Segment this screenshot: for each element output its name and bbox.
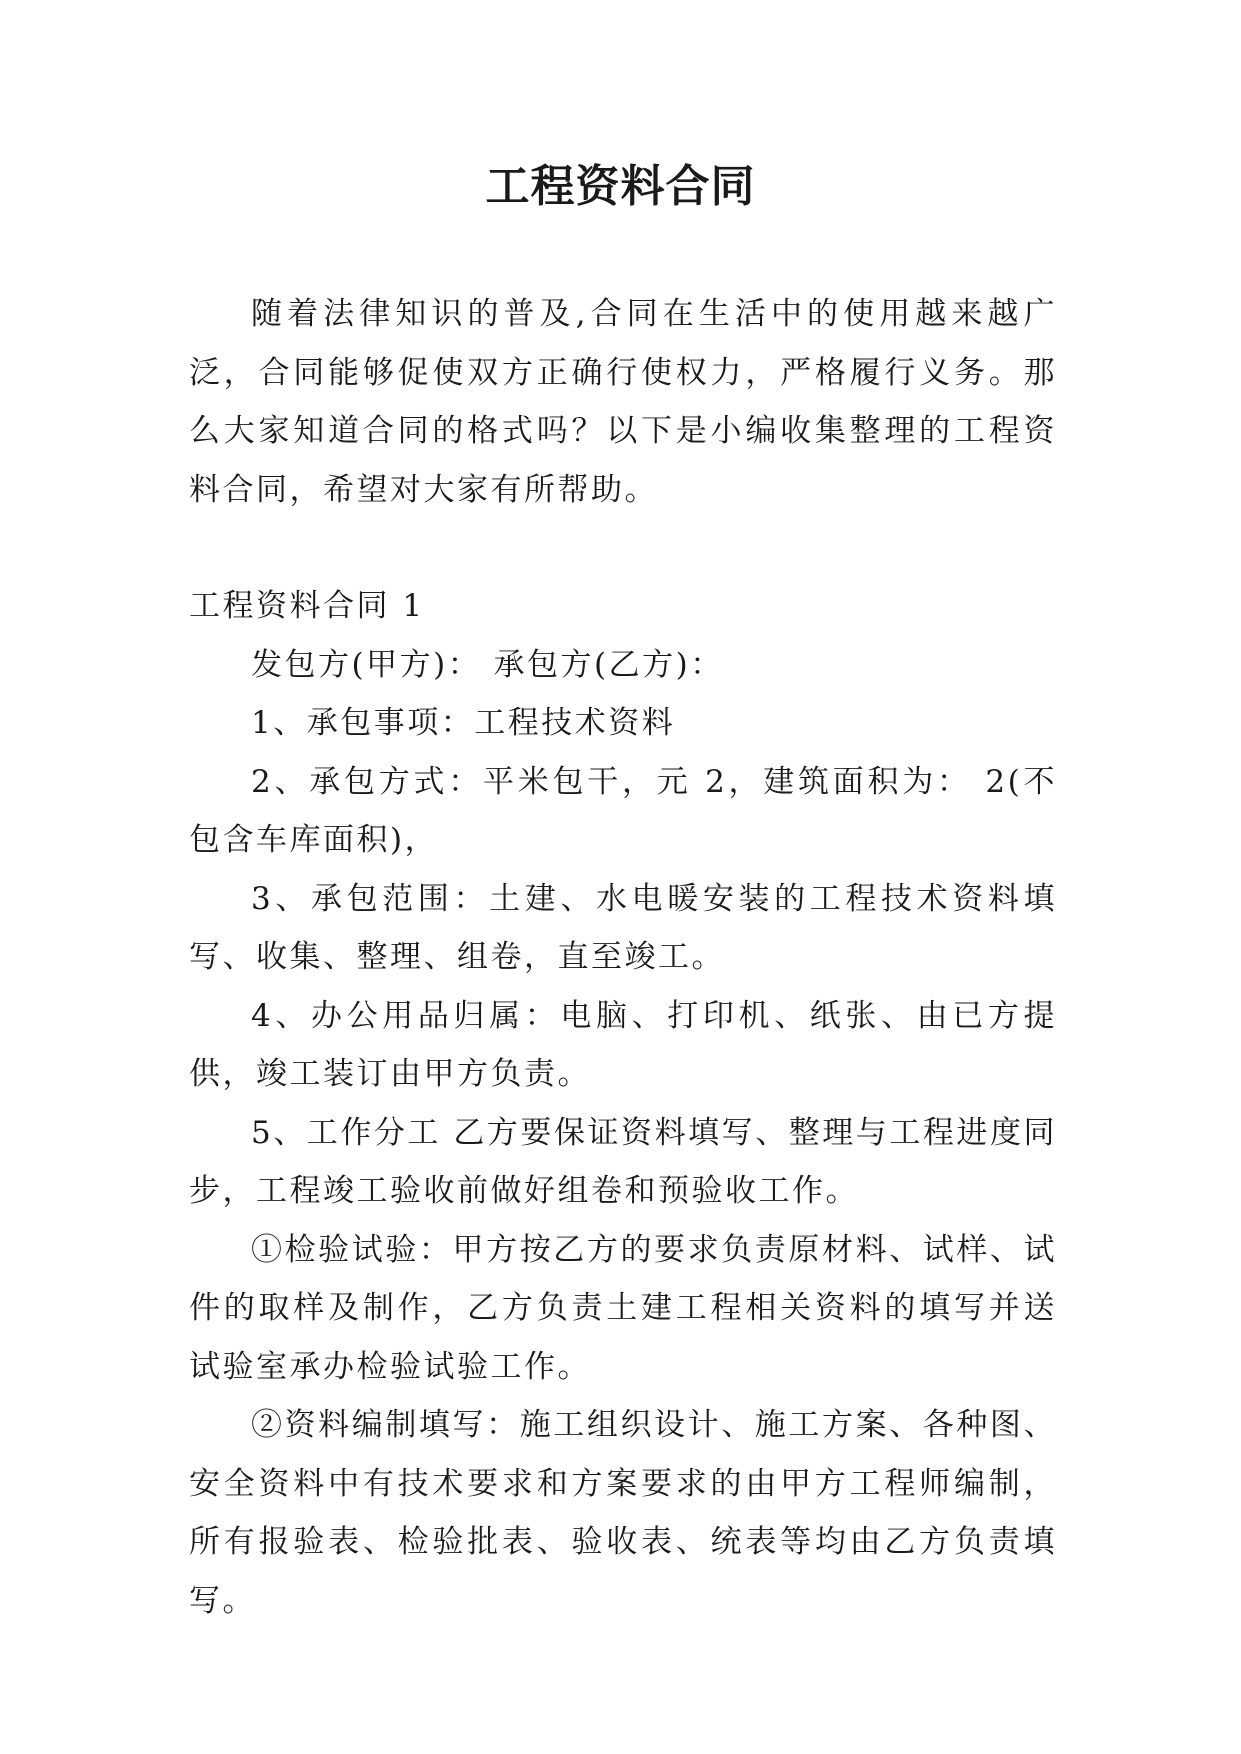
clause-paragraph: 3、承包范围：土建、水电暖安装的工程技术资料填写、收集、整理、组卷，直至竣工。 xyxy=(189,880,1057,975)
clause-paragraph: 2、承包方式：平米包干，元 2，建筑面积为： 2(不包含车库面积)， xyxy=(189,763,1057,858)
document-body xyxy=(189,285,1057,1630)
clause-paragraph: 4、办公用品归属：电脑、打印机、纸张、由已方提供，竣工装订由甲方负责。 xyxy=(189,997,1057,1092)
parties-line: 发包方(甲方)： 承包方(乙方)： xyxy=(251,646,724,683)
document-title: 工程资料合同 xyxy=(485,161,756,212)
clause-paragraph: ①检验试验：甲方按乙方的要求负责原材料、试样、试件的取样及制作，乙方负责土建工程相关资料的填写并送试验室承办检验试验工作。 xyxy=(189,1231,1057,1385)
paragraph-spacer xyxy=(189,519,1057,577)
intro-paragraph: 随着法律知识的普及,合同在生活中的使用越来越广泛，合同能够促使双方正确行使权力，严格履行义务。那么大家知道合同的格式吗？以下是小编收集整理的工程资料合同，希望对大家有所帮助。 xyxy=(189,296,1057,508)
clause-paragraph: 5、工作分工 乙方要保证资料填写、整理与工程进度同步，工程竣工验收前做好组卷和预验收工作。 xyxy=(189,1114,1057,1209)
clause-paragraph: ②资料编制填写：施工组织设计、施工方案、各种图、安全资料中有技术要求和方案要求的由甲方工程师编制，所有报验表、检验批表、验收表、统表等均由乙方负责填写。 xyxy=(189,1407,1057,1619)
section-heading: 工程资料合同 1 xyxy=(189,588,425,624)
clause-paragraph: 1、承包事项：工程技术资料 xyxy=(251,705,676,741)
